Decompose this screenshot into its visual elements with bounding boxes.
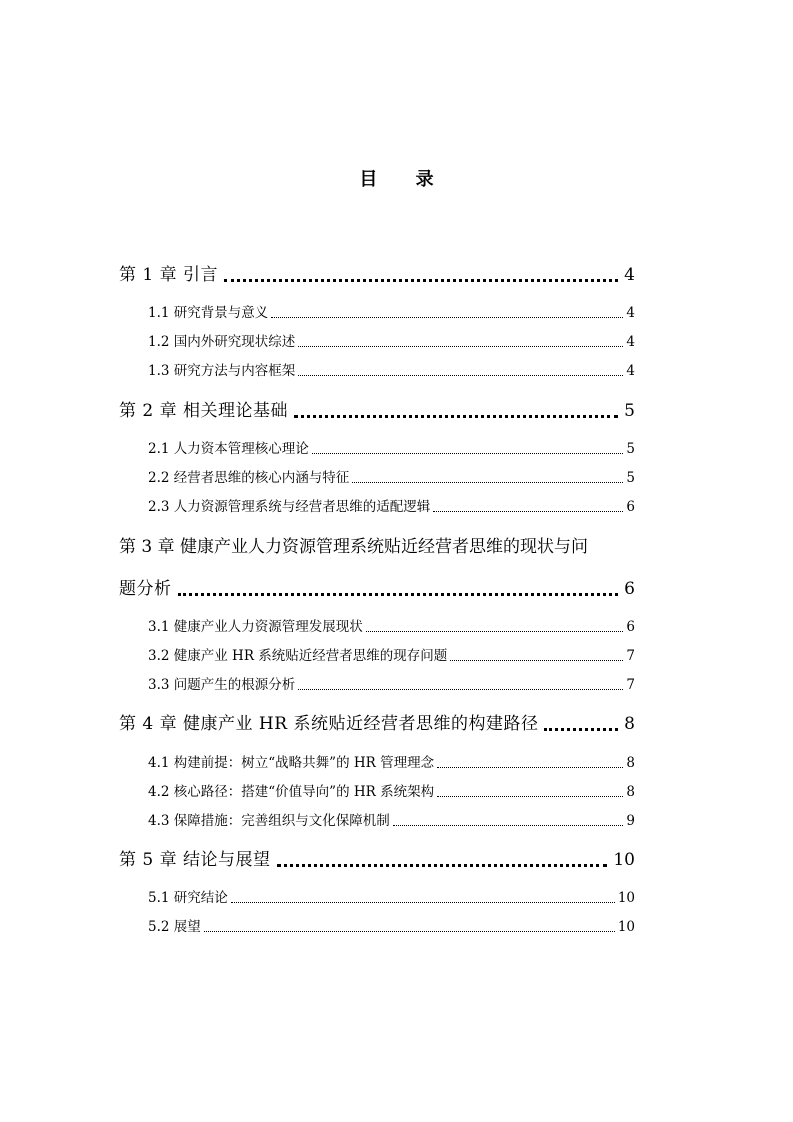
dot-leader — [224, 279, 618, 282]
toc-entry-label: 第 4 章 健康产业 HR 系统贴近经营者思维的构建路径 — [119, 714, 539, 734]
dot-leader — [178, 593, 619, 596]
toc-entry-label: 3.3 问题产生的根源分析 — [148, 677, 296, 693]
toc-title: 目 录 — [359, 169, 450, 190]
dot-leader — [298, 689, 623, 690]
toc-section-3-1[interactable] — [148, 617, 635, 637]
toc-page-number: 4 — [624, 265, 635, 285]
dot-leader — [437, 767, 623, 768]
toc-entry-label: 1.2 国内外研究现状综述 — [148, 334, 296, 350]
toc-section-2-2[interactable] — [148, 468, 635, 488]
toc-chapter-3[interactable] — [119, 574, 635, 604]
dot-leader — [231, 902, 615, 903]
toc-page-number: 5 — [626, 441, 635, 457]
toc-page-number: 7 — [626, 677, 635, 693]
dot-leader — [312, 453, 624, 454]
toc-entry-label: 5.1 研究结论 — [148, 890, 228, 906]
toc-page-number: 6 — [626, 499, 635, 515]
toc-section-4-1[interactable] — [148, 753, 635, 773]
toc-page-number: 9 — [626, 813, 635, 829]
toc-entry-label: 第 5 章 结论与展望 — [119, 850, 271, 870]
dot-leader — [294, 415, 618, 418]
toc-page-number: 5 — [626, 470, 635, 486]
toc-entry-label: 2.3 人力资源管理系统与经营者思维的适配逻辑 — [148, 499, 431, 515]
toc-entry-label: 3.2 健康产业 HR 系统贴近经营者思维的现存问题 — [148, 648, 448, 664]
dot-leader — [298, 346, 623, 347]
toc-entry-label: 4.1 构建前提：树立“战略共舞”的 HR 管理理念 — [148, 755, 435, 771]
toc-chapter-3-line-1[interactable] — [119, 532, 635, 562]
toc-page-number: 7 — [626, 648, 635, 664]
toc-entry-label: 2.1 人力资本管理核心理论 — [148, 441, 309, 457]
toc-entry-label: 1.3 研究方法与内容框架 — [148, 363, 296, 379]
toc-entry-label: 2.2 经营者思维的核心内涵与特征 — [148, 470, 350, 486]
dot-leader — [204, 931, 615, 932]
toc-page-number: 5 — [624, 401, 635, 421]
dot-leader — [433, 511, 623, 512]
toc-section-5-2[interactable] — [148, 917, 635, 937]
dot-leader — [298, 375, 623, 376]
dot-leader — [277, 864, 608, 867]
toc-section-3-3[interactable] — [148, 675, 635, 695]
toc-section-4-2[interactable] — [148, 782, 635, 802]
toc-entry-label: 4.2 核心路径：搭建“价值导向”的 HR 系统架构 — [148, 784, 435, 800]
toc-chapter-2[interactable] — [119, 396, 635, 426]
toc-page-number: 4 — [626, 305, 635, 321]
toc-section-2-3[interactable] — [148, 497, 635, 517]
dot-leader — [393, 825, 624, 826]
dot-leader — [352, 482, 623, 483]
dot-leader — [366, 631, 624, 632]
toc-section-1-1[interactable] — [148, 303, 635, 323]
toc-page-number: 8 — [626, 784, 635, 800]
toc-chapter-1[interactable] — [119, 260, 635, 290]
toc-entry-label: 第 2 章 相关理论基础 — [119, 401, 289, 421]
toc-section-3-2[interactable] — [148, 646, 635, 666]
toc-entry-label: 1.1 研究背景与意义 — [148, 305, 269, 321]
toc-section-1-2[interactable] — [148, 332, 635, 352]
toc-page-number: 8 — [624, 714, 635, 734]
toc-page-number: 4 — [626, 334, 635, 350]
toc-section-2-1[interactable] — [148, 439, 635, 459]
toc-page-number: 6 — [624, 579, 635, 599]
toc-entry-label: 5.2 展望 — [148, 919, 201, 935]
toc-section-4-3[interactable] — [148, 811, 635, 831]
toc-page-number: 10 — [617, 919, 635, 935]
toc-page-number: 8 — [626, 755, 635, 771]
toc-section-1-3[interactable] — [148, 361, 635, 381]
toc-entry-label: 4.3 保障措施：完善组织与文化保障机制 — [148, 813, 390, 829]
toc-page-number: 4 — [626, 363, 635, 379]
toc-entry-label: 第 3 章 健康产业人力资源管理系统贴近经营者思维的现状与问 — [119, 537, 589, 557]
toc-entry-label: 3.1 健康产业人力资源管理发展现状 — [148, 619, 363, 635]
toc-entry-label: 题分析 — [119, 579, 172, 599]
dot-leader — [437, 796, 623, 797]
dot-leader — [271, 317, 623, 318]
dot-leader — [544, 728, 618, 731]
toc-page-number: 10 — [613, 850, 635, 870]
toc-page-number: 6 — [626, 619, 635, 635]
toc-chapter-4[interactable] — [119, 709, 635, 739]
toc-entry-label: 第 1 章 引言 — [119, 265, 219, 285]
toc-chapter-5[interactable] — [119, 845, 635, 875]
toc-page-number: 10 — [617, 890, 635, 906]
toc-section-5-1[interactable] — [148, 888, 635, 908]
dot-leader — [450, 660, 623, 661]
